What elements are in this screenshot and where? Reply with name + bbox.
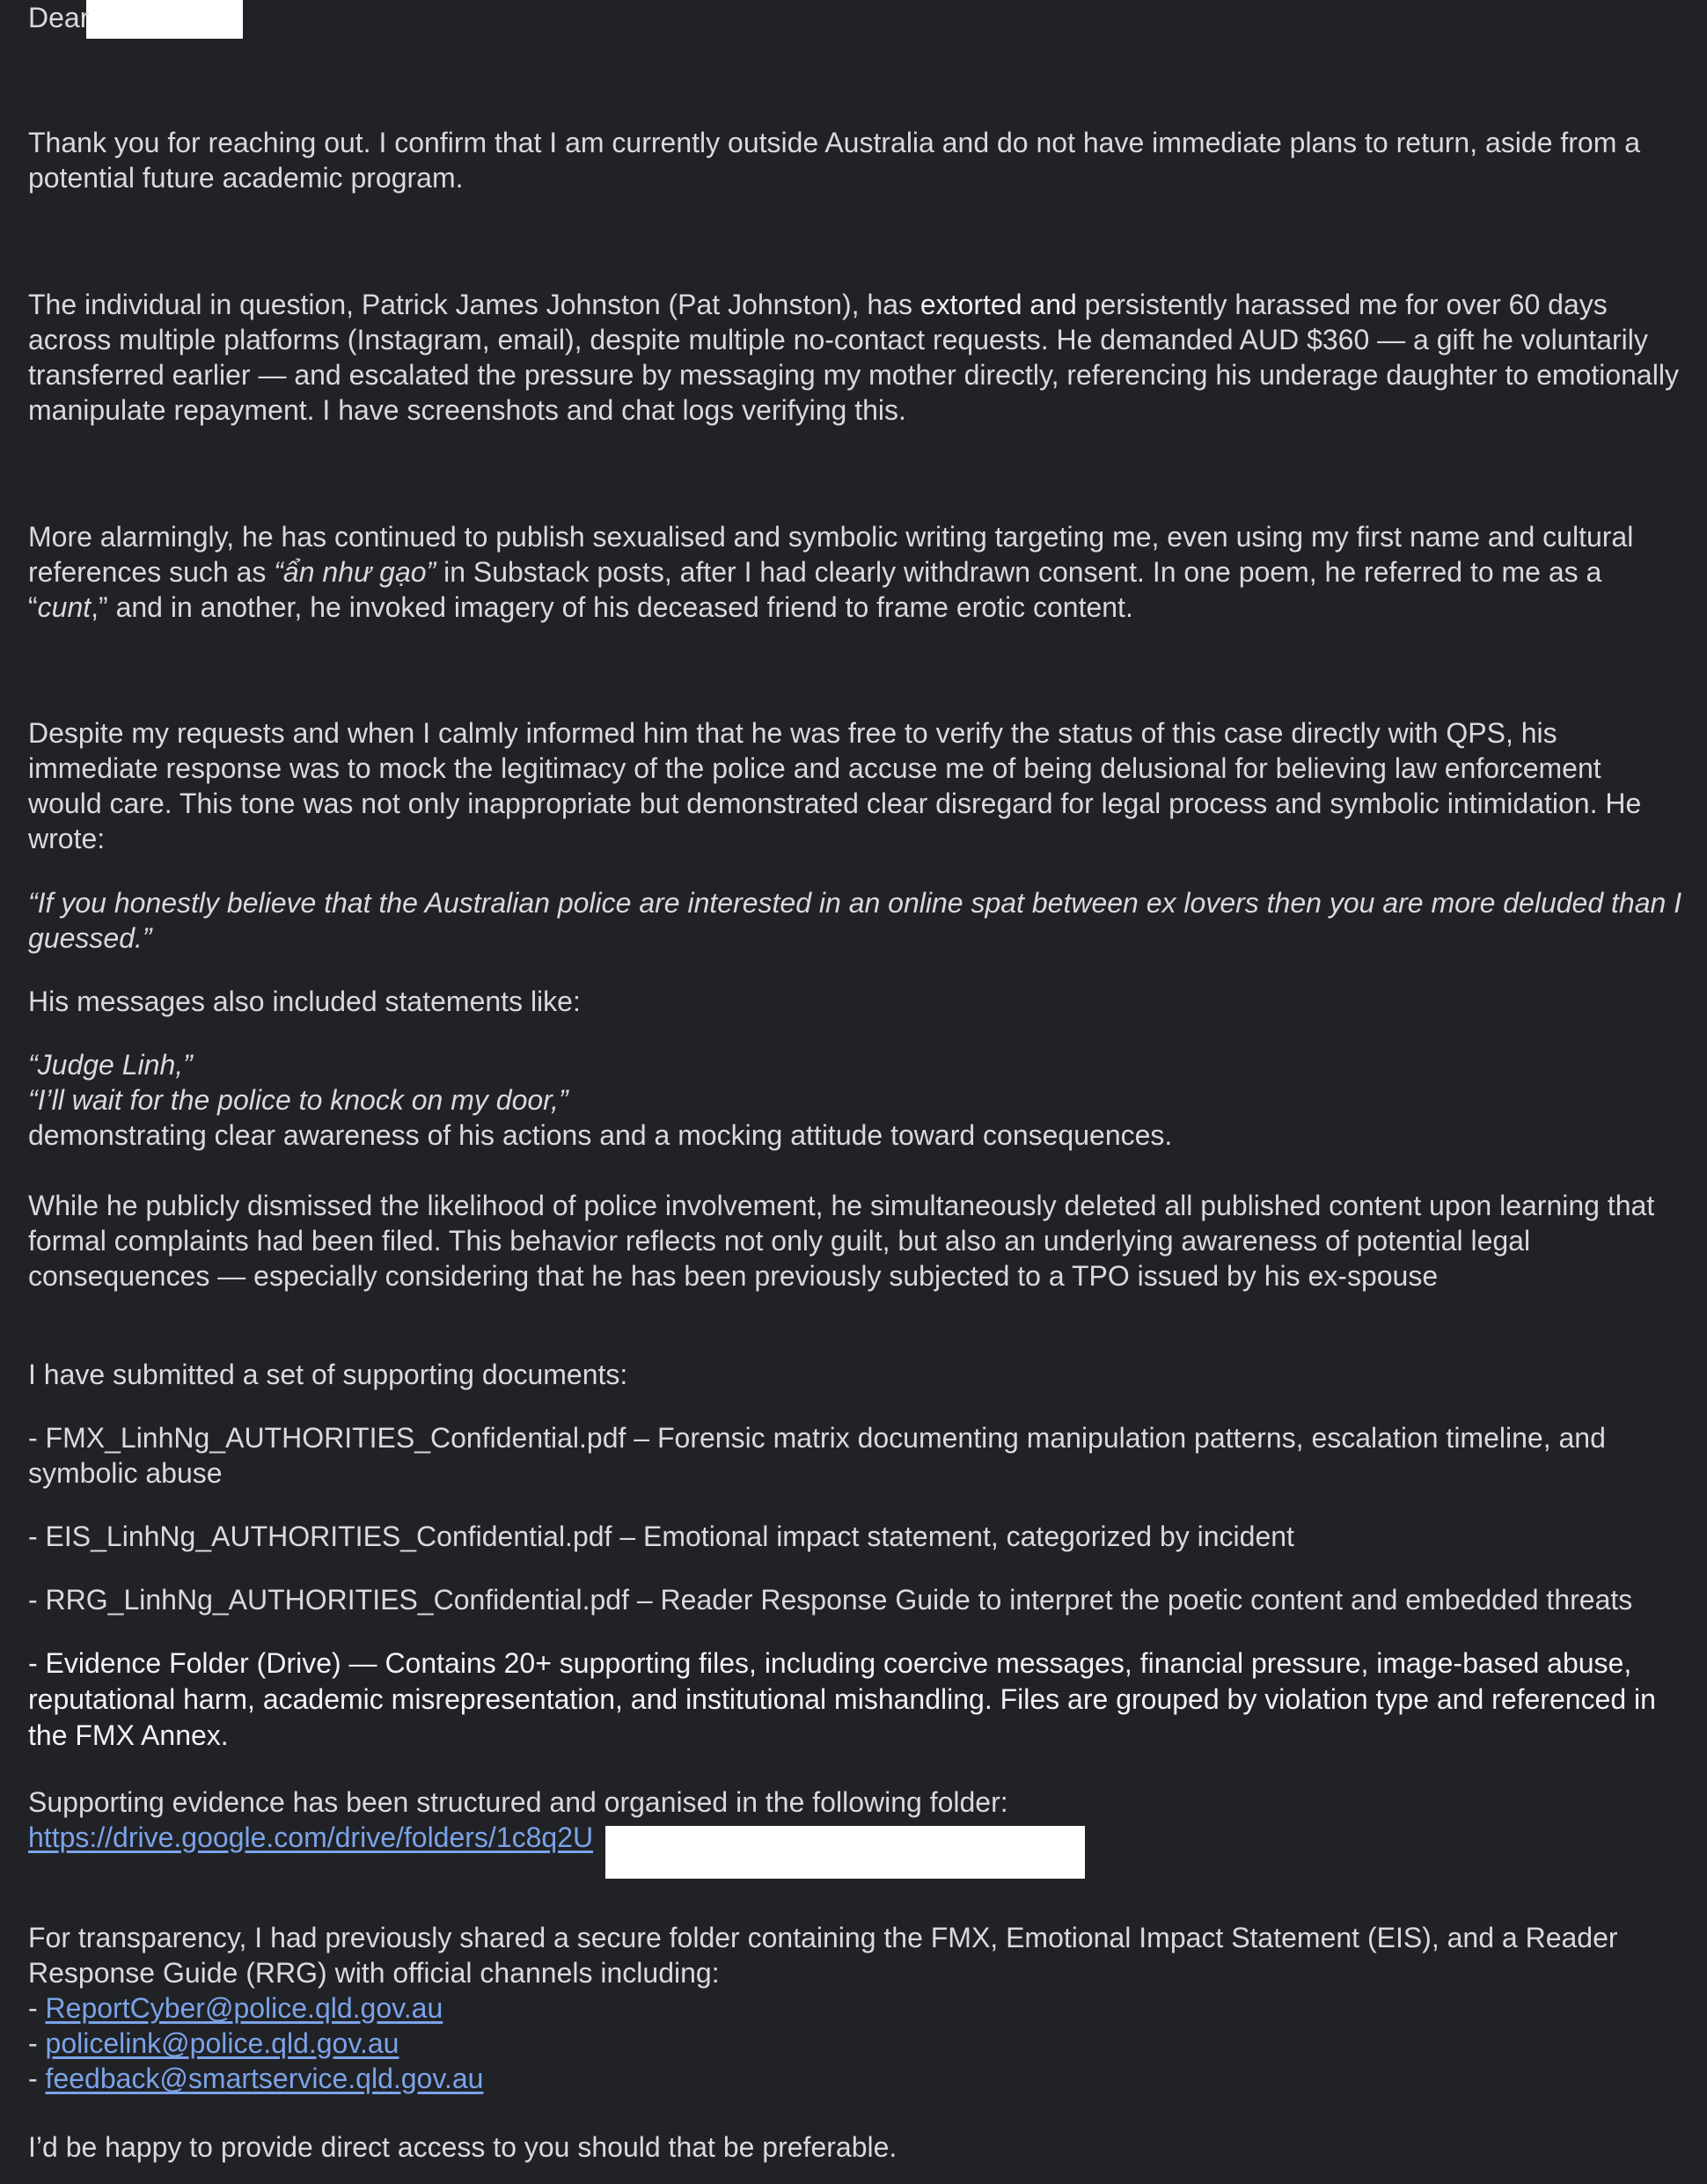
folder-intro: Supporting evidence has been structured and organised in the following folder: [28, 1786, 1008, 1818]
email-list-item [28, 2026, 1682, 2061]
harassment-rest: persistently harassed me for over 60 days across multiple platforms (Instagram, email), despite multiple no-contact requests. He demanded AUD $360 — a gift he voluntarily transferred earlier — and escalated the pressure by messaging my mother directly, referencing his underage daughter to emotionally manipulate repayment. I have screenshots and chat logs verifying this. [28, 289, 1679, 426]
harassment-emphasis: extorted and [919, 289, 1077, 320]
drive-folder-link[interactable]: https://drive.google.com/drive/folders/1c8q2U [28, 1821, 594, 1853]
closing-line: I’d be happy to provide direct access to you should that be preferable. [28, 2131, 897, 2163]
paragraph-publications [28, 519, 1682, 625]
statements-conclusion: demonstrating clear awareness of his actions and a mocking attitude toward consequences. [28, 1119, 1173, 1151]
email-link-smartservice[interactable]: feedback@smartservice.qld.gov.au [45, 2063, 484, 2094]
email-list-item [28, 1990, 1682, 2026]
paragraph-documents-intro: I have submitted a set of supporting documents: [28, 1359, 628, 1390]
statements-block [28, 1047, 1682, 1153]
paragraph-harassment [28, 287, 1682, 428]
email-link-reportcyber[interactable]: ReportCyber@police.qld.gov.au [45, 1992, 443, 2024]
document-item: - RRG_LinhNg_AUTHORITIES_Confidential.pdf – Reader Response Guide to interpret the poetic content and embedded threats [28, 1584, 1633, 1616]
publications-end: ,” and in another, he invoked imagery of his deceased friend to frame erotic content. [91, 591, 1133, 623]
cultural-quote: “ẩn như gạo” [274, 556, 436, 588]
transparency-section [28, 1920, 1682, 2096]
paragraph-deletion: While he publicly dismissed the likelihood of police involvement, he simultaneously deleted all published content upon learning that formal complaints had been filed. This behavior reflects not only guilt, but also an underlying awareness of potential legal consequences — especially considering that he has been previously subjected to a TPO issued by his ex-spouse [28, 1190, 1655, 1292]
greeting: Dear [28, 2, 90, 33]
paragraph-confirmation: Thank you for reaching out. I confirm that I am currently outside Australia and do not have immediate plans to return, aside from a potential future academic program. [28, 127, 1641, 194]
quote-judge: “Judge Linh,” [28, 1049, 193, 1081]
harassment-lead: The individual in question, Patrick James Johnston (Pat Johnston), has [28, 289, 920, 320]
list-dash: - [28, 2027, 46, 2059]
paragraph-statements-intro: His messages also included statements like: [28, 986, 581, 1017]
document-item: - FMX_LinhNg_AUTHORITIES_Confidential.pdf – Forensic matrix documenting manipulation patterns, escalation timeline, and symbolic abuse [28, 1422, 1606, 1489]
quote-wait: “I’ll wait for the police to knock on my door,” [28, 1084, 568, 1116]
paragraph-police-mockery: Despite my requests and when I calmly informed him that he was free to verify the status of this case directly with QPS, his immediate response was to mock the legitimacy of the police and accuse me of being delusional for believing law enforcement would care. This tone was not only inappropriate but demonstrated clear disregard for legal process and symbolic intimidation. He wrote: [28, 717, 1642, 854]
email-list-item [28, 2061, 1682, 2096]
publications-lead: More alarmingly, he has continued to publish sexualised and symbolic writing targeting me, even using my first name and cultural references such as [28, 521, 1634, 588]
evidence-folder-item: - Evidence Folder (Drive) — Contains 20+ supporting files, including coercive messages, financial pressure, image-based abuse, reputational harm, academic misrepresentation, and institutional mishandling. Files are grouped by violation type and referenced in the FMX Annex. [28, 1647, 1656, 1751]
document-item: - EIS_LinhNg_AUTHORITIES_Confidential.pdf – Emotional impact statement, categorized by incident [28, 1521, 1294, 1552]
insult-quote: cunt [37, 591, 92, 623]
list-dash: - [28, 1992, 46, 2024]
email-link-policelink[interactable]: policelink@police.qld.gov.au [45, 2027, 399, 2059]
folder-section [28, 1785, 1682, 1855]
publications-mid: in Substack posts, after I had clearly withdrawn consent. In one poem, he referred to me as a “ [28, 556, 1602, 623]
list-dash: - [28, 2063, 46, 2094]
quote-deluded: “If you honestly believe that the Australian police are interested in an online spat between ex lovers then you are more deluded than I guessed.” [28, 887, 1682, 954]
transparency-text: For transparency, I had previously shared a secure folder containing the FMX, Emotional Impact Statement (EIS), and a Reader Response Guide (RRG) with official channels including: [28, 1922, 1618, 1989]
